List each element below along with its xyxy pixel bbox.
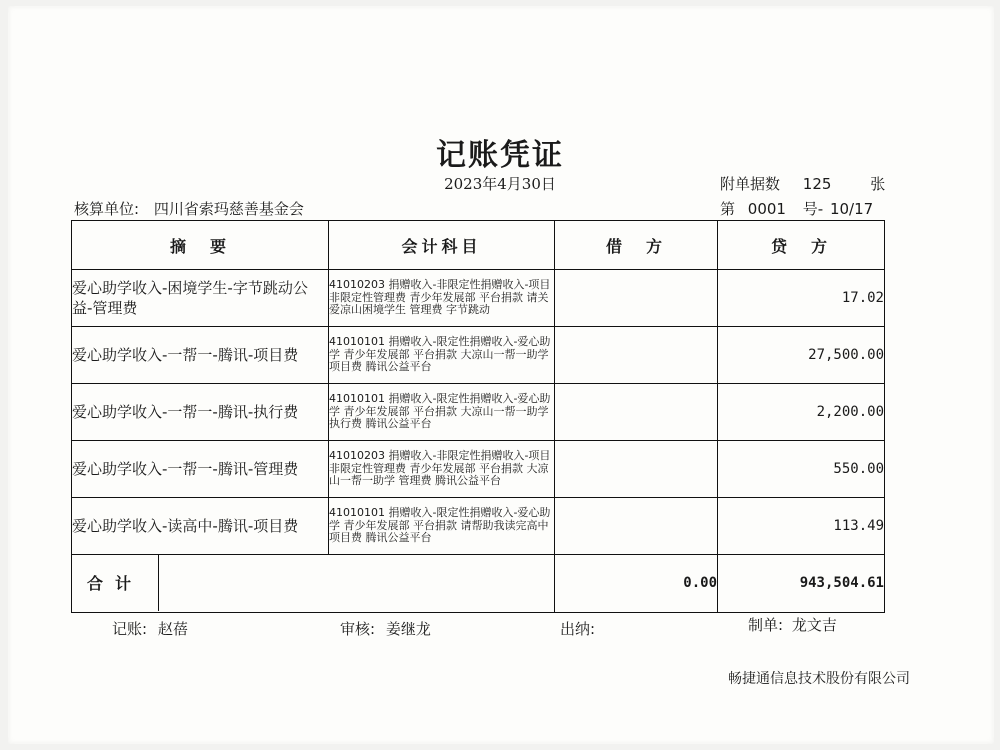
row-summary: 爱心助学收入-读高中-腾讯-项目费: [72, 497, 329, 554]
row-account: 41010101 捐赠收入-限定性捐赠收入-爱心助学 青少年发展部 平台捐款 大凉山一帮一助学 项目费 腾讯公益平台: [329, 326, 555, 383]
bookkeeper-name: 赵蓓: [157, 620, 188, 638]
reviewer-name: 姜继龙: [385, 620, 431, 638]
row-debit: [555, 270, 718, 327]
row-summary: 爱心助学收入-一帮一-腾讯-管理费: [72, 440, 329, 497]
row-debit: [555, 440, 718, 497]
table-row: [72, 383, 885, 440]
table-row: [72, 326, 885, 383]
row-debit: [555, 497, 718, 554]
total-debit: 0.00: [555, 554, 718, 612]
row-credit: 550.00: [718, 440, 885, 497]
preparer-label: 制单:: [748, 616, 784, 634]
header-credit: 贷 方: [718, 221, 885, 270]
row-summary: 爱心助学收入-一帮一-腾讯-项目费: [72, 326, 329, 383]
reviewer-label: 审核:: [340, 620, 376, 638]
accounting-unit-label: 核算单位:: [74, 200, 140, 218]
voucher-number: [720, 198, 873, 219]
total-credit: 943,504.61: [718, 554, 885, 612]
attachment-unit: 张: [870, 175, 886, 193]
cashier-signature: [560, 618, 601, 639]
voucher-date: 2023年4月30日: [444, 175, 556, 193]
bookkeeper-label: 记账:: [112, 620, 148, 638]
accounting-unit: [74, 198, 304, 219]
voucher-prefix: 第: [720, 200, 736, 218]
table-row: [72, 497, 885, 554]
bookkeeper-signature: [112, 618, 188, 639]
row-credit: 27,500.00: [718, 326, 885, 383]
total-label-cell: [72, 554, 555, 612]
software-company: 畅捷通信息技术股份有限公司: [728, 671, 910, 687]
row-account: 41010101 捐赠收入-限定性捐赠收入-爱心助学 青少年发展部 平台捐款 大凉山一帮一助学 执行费 腾讯公益平台: [329, 383, 555, 440]
row-debit: [555, 383, 718, 440]
table-row: [72, 440, 885, 497]
header-summary: 摘 要: [72, 221, 329, 270]
row-account: 41010203 捐赠收入-非限定性捐赠收入-项目非限定性管理费 青少年发展部 平台捐款 大凉山一帮一助学 管理费 腾讯公益平台: [329, 440, 555, 497]
accounting-unit-value: 四川省索玛慈善基金会: [153, 200, 304, 218]
row-credit: 17.02: [718, 270, 885, 327]
total-label: 合计: [72, 555, 159, 611]
header-account: 会计科目: [329, 221, 555, 270]
attachment-label: 附单据数: [720, 175, 781, 193]
preparer-signature: [748, 614, 837, 635]
voucher-title: 记账凭证: [436, 138, 564, 173]
preparer-name: 龙文吉: [791, 616, 837, 634]
voucher-no: 0001: [747, 200, 786, 218]
table-row: [72, 270, 885, 327]
header-debit: 借 方: [555, 221, 718, 270]
row-account: 41010203 捐赠收入-非限定性捐赠收入-项目非限定性管理费 青少年发展部 平台捐款 请关爱凉山困境学生 管理费 字节跳动: [329, 270, 555, 327]
row-account: 41010101 捐赠收入-限定性捐赠收入-爱心助学 青少年发展部 平台捐款 请帮助我读完高中 项目费 腾讯公益平台: [329, 497, 555, 554]
row-summary: 爱心助学收入-困境学生-字节跳动公益-管理费: [72, 270, 329, 327]
table-header-row: [72, 221, 885, 270]
voucher-suffix: 号-: [802, 200, 824, 218]
total-row: [72, 554, 885, 612]
row-credit: 2,200.00: [718, 383, 885, 440]
attachment-count: [720, 173, 885, 194]
voucher-page: 10/17: [829, 200, 874, 218]
row-summary: 爱心助学收入-一帮一-腾讯-执行费: [72, 383, 329, 440]
attachment-number: 125: [802, 175, 832, 193]
row-debit: [555, 326, 718, 383]
cashier-label: 出纳:: [560, 620, 596, 638]
voucher-table: [71, 220, 885, 613]
reviewer-signature: [340, 618, 431, 639]
row-credit: 113.49: [718, 497, 885, 554]
